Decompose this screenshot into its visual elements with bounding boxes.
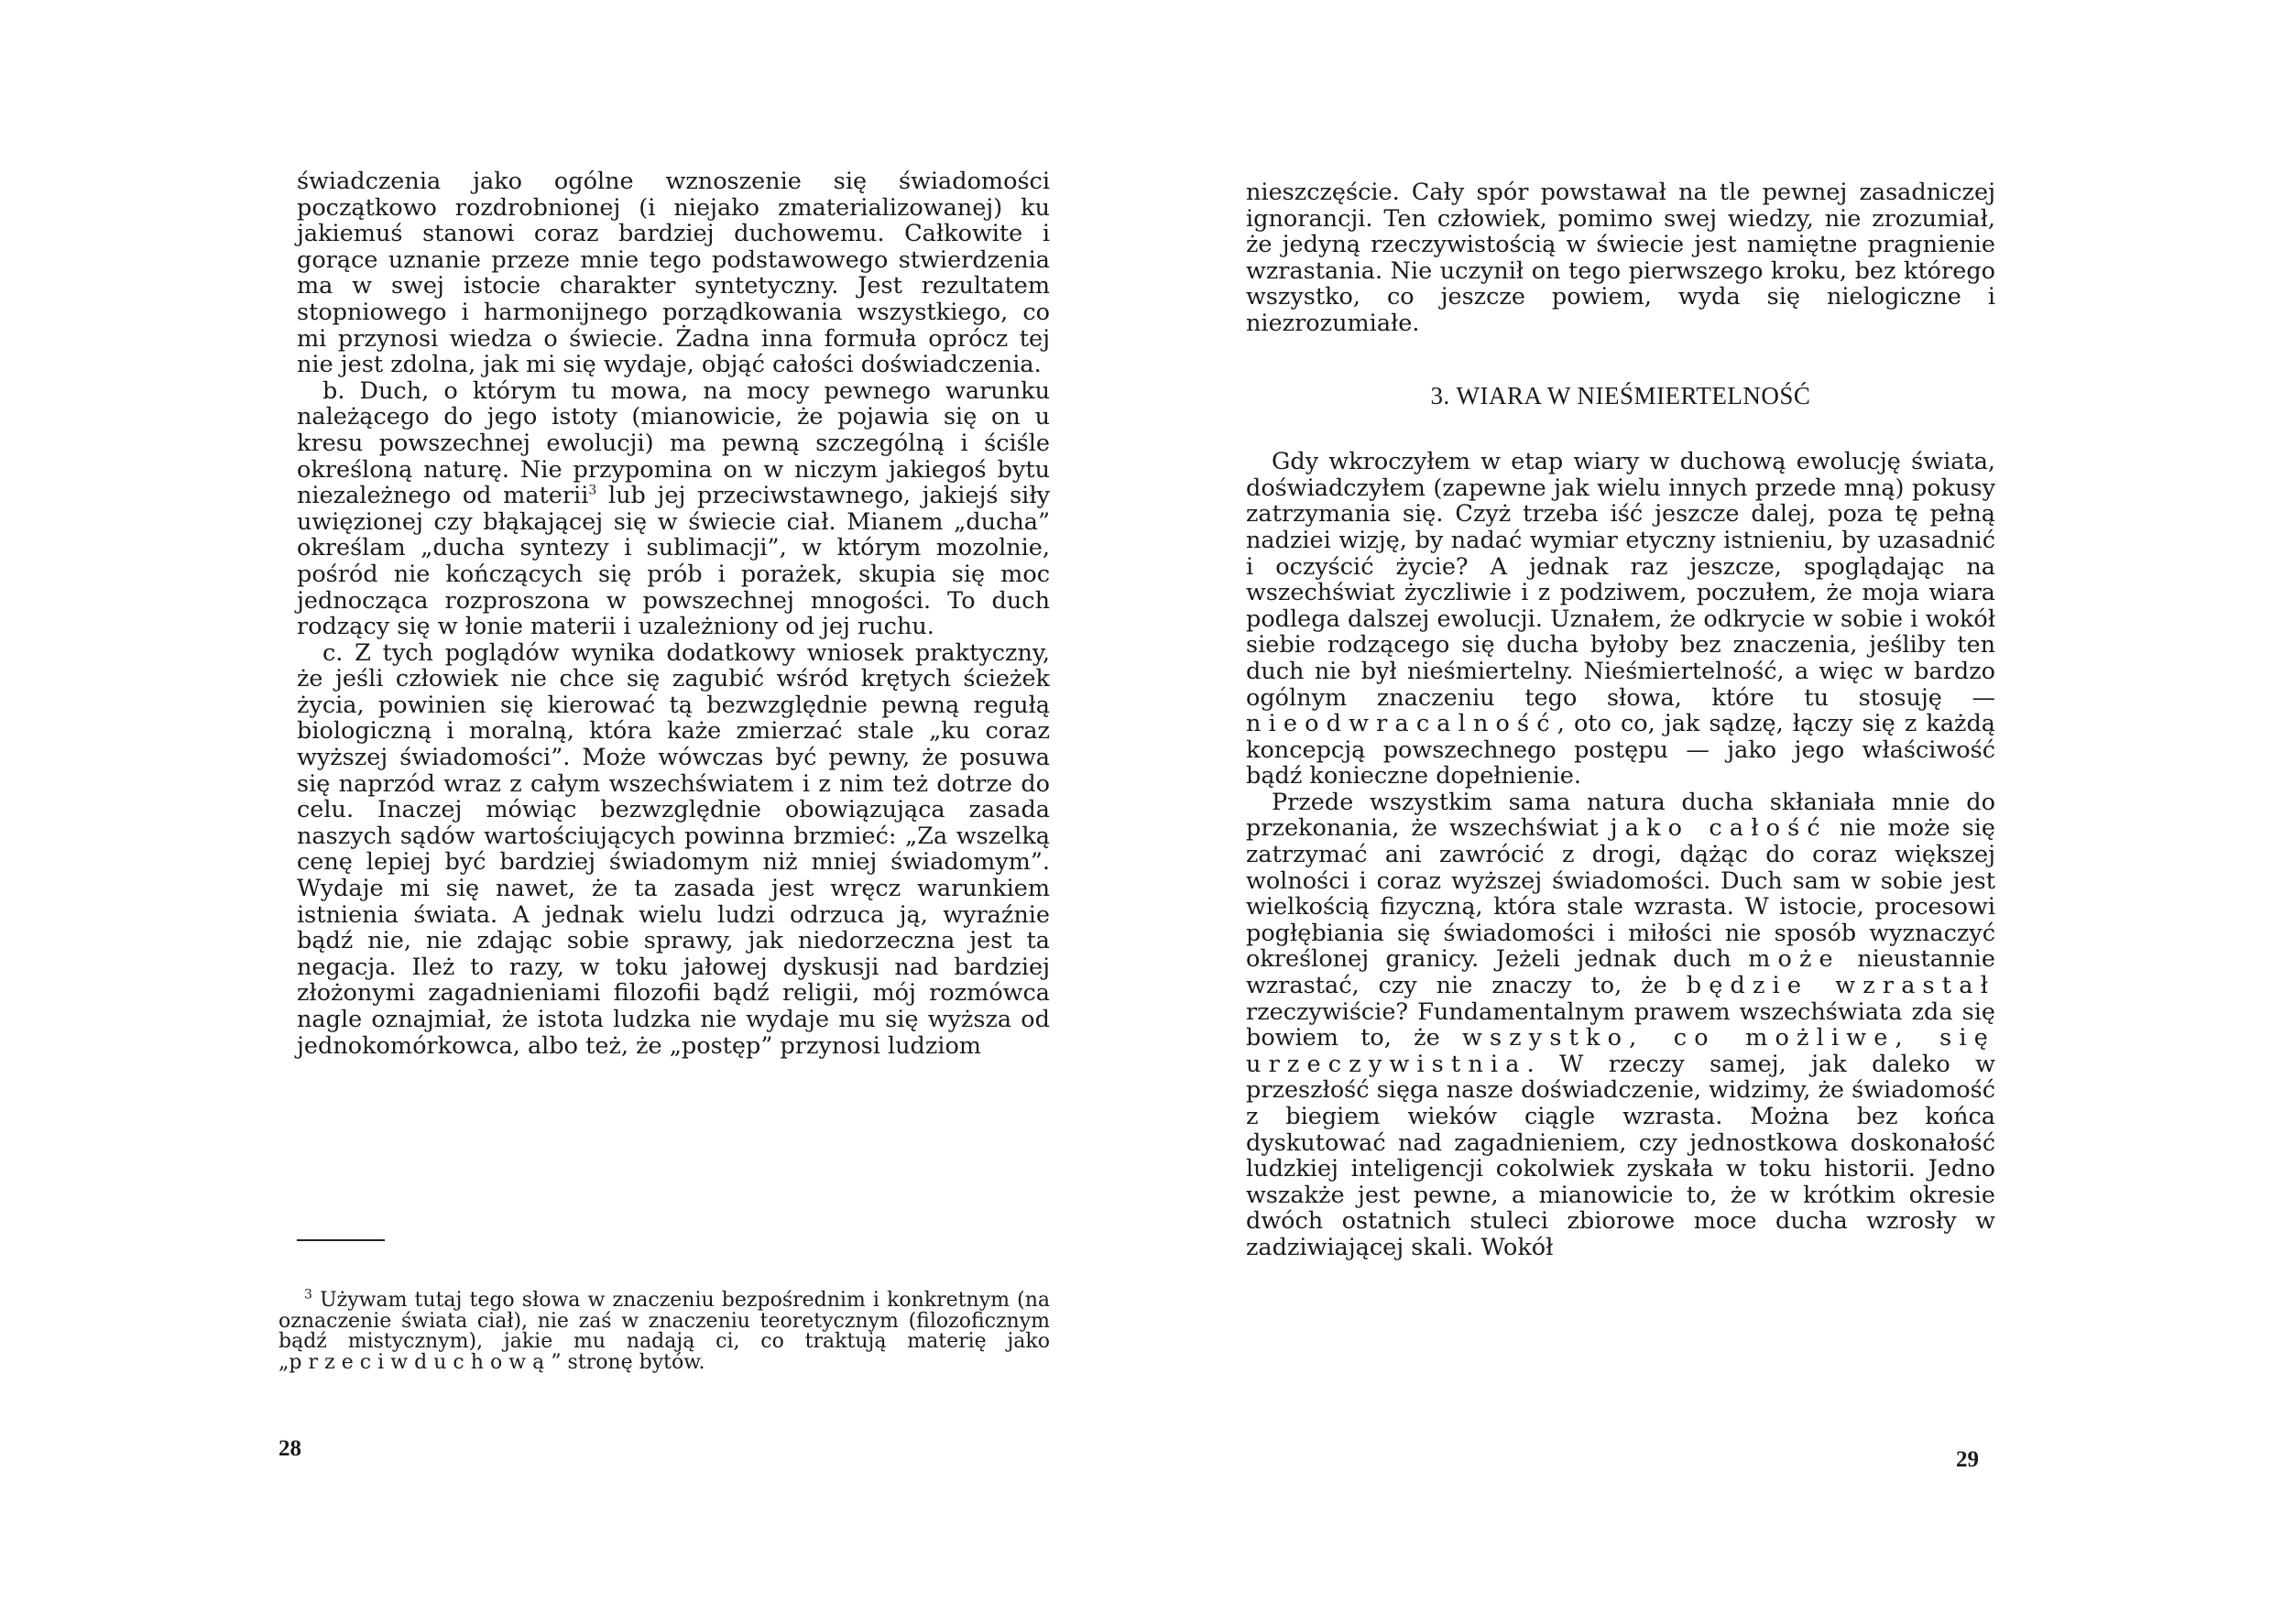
footnote-text-after: ” stronę bytów. bbox=[551, 1350, 705, 1374]
spaced-will-grow: będzie wzrastał bbox=[1686, 972, 1996, 1000]
paragraph-opening: nieszczęście. Cały spór powstawał na tle pewnej zasadniczej ignorancji. Ten człowiek, pomimo swej wiedzy, nie zrozumiał, że jedyną rzeczywistością w świecie jest namiętne pragnienie wzrastania. Nie uczynił on tego pierwszego kroku, bez którego wszystko, co jeszcze powiem, wyda się nielogiczne i niezrozumiałe. bbox=[1246, 179, 1995, 337]
section-heading: 3. WIARA W NIEŚMIERTELNOŚĆ bbox=[1430, 381, 1811, 409]
spaced-irreversibility: nieodwracalność bbox=[1246, 710, 1557, 738]
spirit-part-2: nie może się zatrzymać ani zawrócić z drogi, dążąc do coraz większej wolności i coraz wyższej świadomości. Duch sam w sobie jest wielkością fizyczną, która stale wzrasta. W istocie, procesowi pogłębiania się świadomości i miłości nie sposób wyznaczyć określonej granicy. Jeżeli jednak duch bbox=[1246, 814, 1995, 974]
spirit-part-4: rzeczywiście? Fundamentalnym prawem wszechświata zda się bowiem to, że bbox=[1246, 997, 1995, 1052]
spirit-part-3: nieustannie wzrastać, czy nie znaczy to, że bbox=[1246, 945, 1996, 1000]
paragraph-faith-before: Gdy wkroczyłem w etap wiary w duchową ewolucję świata, doświadczyłem (zapewne jak wielu innych przede mną) pokusy zatrzymania się. Czyż trzeba iść jeszcze dalej, poza tę pełną nadziei wizję, by nadać wymiar etyczny istnieniu, by uzasadnić i oczyścić życie? A jednak raz jeszcze, spoglądając na wszechświat życzliwie i z podziwem, poczułem, że moja wiara podlega dalszej ewolucji. Uznałem, że odkrycie w sobie i wokół siebie rodzącego się ducha byłoby bez znaczenia, jeśliby ten duch nie był nieśmiertelny. Nieśmiertelność, a więc w bardzo ogólnym znaczeniu tego słowa, które tu stosuję — bbox=[1246, 448, 1995, 712]
paragraph-nature-of-spirit bbox=[1246, 790, 1995, 1261]
paragraph-b bbox=[297, 378, 1050, 640]
paragraph-b-end: lub jej przeciwstawnego, jakiejś siły uwięzionej czy błąkającej się w świecie ciał. Mianem „ducha” określam „ducha syntezy i sublimacji”, w którym mozolnie, pośród nie kończących się prób i porażek, skupia się moc jednocząca rozproszona w powszechnej mnogości. To duch rodzący się w łonie materii i uzależniony od jej ruchu. bbox=[297, 482, 1051, 641]
paragraph-c: c. Z tych poglądów wynika dodatkowy wniosek praktyczny, że jeśli człowiek nie chce się zagubić wśród krętych ścieżek życia, powinien się kierować tą bezwzględnie pewną regułą biologiczną i moralną, która każe zmierzać stale „ku coraz wyższej świadomości”. Może wówczas być pewny, że posuwa się naprzód wraz z całym wszechświatem i z nim też dotrze do celu. Inaczej mówiąc bezwzględnie obowiązująca zasada naszych sądów wartościujących powinna brzmieć: „Za wszelką cenę lepiej być bardziej świadomym niż mniej świadomym”. Wydaje mi się nawet, że ta zasada jest wręcz warunkiem istnienia świata. A jednak wielu ludzi odrzuca ją, wyraźnie bądź nie, nie zdając sobie sprawy, jak niedorzeczna jest ta negacja. Ileż to razy, w toku jałowej dyskusji nad bardziej złożonymi zagadnieniami filozofii bądź religii, mój rozmówca nagle oznajmiał, że istota ludzka nie wydaje mu się wyższa od jednokomórkowca, albo też, że „postęp” przynosi ludziom bbox=[297, 638, 1050, 1060]
spaced-as-a-whole: jako całość bbox=[1610, 814, 1828, 843]
page-number-left: 28 bbox=[279, 1436, 301, 1461]
spirit-part-1: Przede wszystkim sama natura ducha skłaniała mnie do przekonania, że wszechświat bbox=[1246, 788, 1995, 843]
spirit-part-5: . W rzeczy samej, jak daleko w przeszłość sięga nasze doświadczenie, widzimy, że świadomość z biegiem wieków ciągle wzrasta. Można bez końca dyskutować nad zagadnieniem, czy jednostkowa doskonałość ludzkiej inteligencji cokolwiek zyskała w toku historii. Jedno wszakże jest pewne, a mianowicie to, że w krótkim okresie dwóch ostatnich stuleci zbiorowe moce ducha wzrosły w zadziwiającej skali. Wokół bbox=[1246, 1050, 1995, 1261]
paragraph-faith-after: , oto co, jak sądzę, łączy się z każdą koncepcją powszechnego postępu — jako jego właściwość bądź konieczne dopełnienie. bbox=[1246, 710, 1995, 790]
paragraph-continuation: świadczenia jako ogólne wznoszenie się świadomości początkowo rozdrobnionej (i niejako zmaterializowanej) ku jakiemuś stanowi coraz bardziej duchowemu. Całkowite i gorące uznanie przeze mnie tego podstawowego stwierdzenia ma w swej istocie charakter syntetyczny. Jest rezultatem stopniowego i harmonijnego porządkowania wszystkiego, co mi przynosi wiedza o świecie. Żadna inna formuła oprócz tej nie jest zdolna, jak mi się wydaje, objąć całości doświadczenia. bbox=[297, 168, 1050, 379]
spaced-everything-possible: wszystko, co możliwe, się urzeczywistnia bbox=[1246, 1024, 1995, 1078]
paragraph-b-start: b. Duch, o którym tu mowa, na mocy pewnego warunku należącego do jego istoty (mianowicie, że pojawia się on u kresu powszechnej ewolucji) ma pewną szczególną i ściśle określoną naturę. Nie przypomina on w niczym jakiegoś bytu niezależnego od materii bbox=[297, 376, 1050, 510]
footnote-reference: 3 bbox=[588, 483, 597, 498]
right-page-body bbox=[1246, 180, 1995, 1261]
paragraph-faith bbox=[1246, 449, 1995, 790]
footnote-divider bbox=[297, 1239, 385, 1241]
footnote bbox=[279, 1287, 1050, 1374]
footnote-text-before: Używam tutaj tego słowa w znaczeniu bezpośrednim i konkretnym (na oznaczenie świata ciał), nie zaś w znaczeniu teoretycznym (filozoficznym bądź mistycznym), jakie mu nadają ci, co traktują materię jako „ bbox=[279, 1289, 1050, 1374]
left-page-body bbox=[297, 169, 1050, 1059]
right-page bbox=[1147, 0, 2294, 1624]
page-number-right: 29 bbox=[1956, 1447, 1979, 1472]
footnote-marker: 3 bbox=[304, 1287, 312, 1302]
footnote-spaced-word: przeciwduchową bbox=[289, 1350, 552, 1374]
spaced-may: może bbox=[1748, 945, 1841, 974]
